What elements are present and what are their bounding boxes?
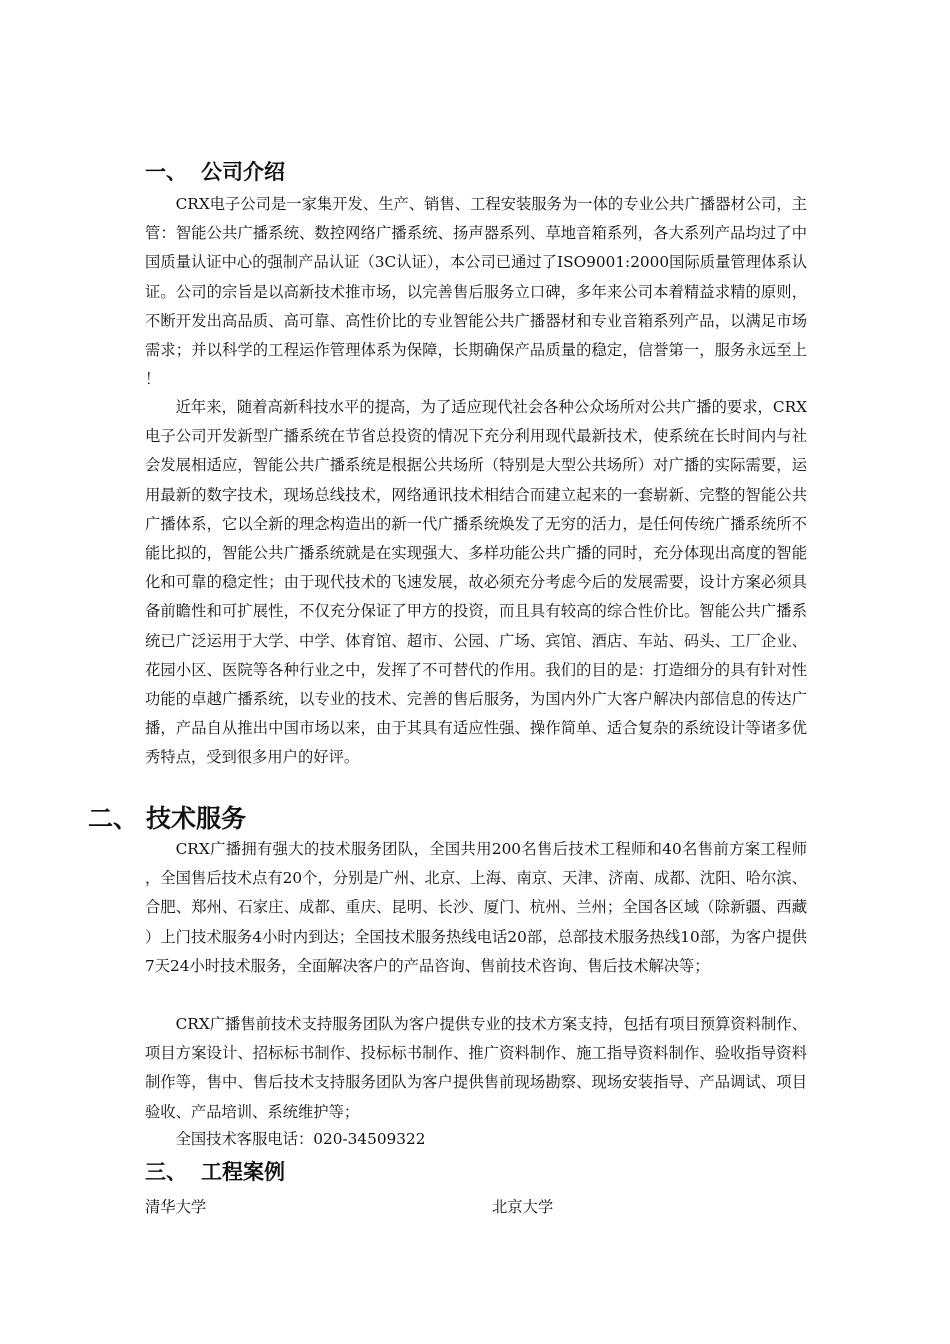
section-title: 公司介绍 — [201, 160, 285, 184]
paragraph-recent-development: 近年来，随着高新科技水平的提高，为了适应现代社会各种公众场所对公共广播的要求，CRX电子公司开发新型广播系统在节省总投资的情况下充分利用现代最新技术，使系统在长时间内与社会发展相适应，智能公共广播系统是根据公共场所（特别是大型公共场所）对广播的实际需要，运用最新的数字技术，现场总线技术，网络通讯技术相结合而建立起来的一套崭新、完整的智能公共广播体系，它以全新的理念构造出的新一代广播系统焕发了无穷的活力，是任何传统广播系统所不能比拟的，智能公共广播系统就是在实现强大、多样功能公共广播的同时，充分体现出高度的智能化和可靠的稳定性；由于现代技术的飞速发展，故必须充分考虑今后的发展需要，设计方案必须具备前瞻性和可扩展性，不仅充分保证了甲方的投资，而且具有较高的综合性价比。智能公共广播系统已广泛运用于大学、中学、体育馆、超市、公园、广场、宾馆、酒店、车站、码头、工厂企业、花园小区、医院等各种行业之中，发挥了不可替代的作用。我们的目的是：打造细分的具有针对性功能的卓越广播系统，以专业的技术、完善的售后服务，为国内外广大客户解决内部信息的传达广播，产品自从推出中国市场以来，由于其具有适应性强、操作简单、适合复杂的系统设计等诸多优秀特点，受到很多用户的好评。 — [145, 398, 807, 767]
service-hotline: 全国技术客服电话：020-34509322 — [175, 1130, 426, 1148]
paragraph-presales-support: CRX广播售前技术支持服务团队为客户提供专业的技术方案支持，包括有项目预算资料制作、项目方案设计、招标标书制作、投标标书制作、推广资料制作、施工指导资料制作、验收指导资料制作等，售中、售后技术支持服务团队为客户提供售前现场勘察、现场安装指导、产品调试、项目验收、产品培训、系统维护等； — [145, 1015, 807, 1121]
case-item: 清华大学 — [145, 1198, 207, 1216]
section-title: 工程案例 — [201, 1160, 285, 1184]
paragraph-company-overview: CRX电子公司是一家集开发、生产、销售、工程安装服务为一体的专业公共广播器材公司，主管：智能公共广播系统、数控网络广播系统、扬声器系列、草地音箱系列，各大系列产品均过了中国质量认证中心的强制产品认证（3C认证），本公司已通过了ISO9001:2000国际质量管理体系认证。公司的宗旨是以高新技术推市场，以完善售后服务立口碑，多年来公司本着精益求精的原则，不断开发出高品质、高可靠、高性价比的专业智能公共广播器材和专业音箱系列产品，以满足市场需求；并以科学的工程运作管理体系为保障，长期确保产品质量的稳定，信誉第一，服务永远至上！ — [145, 195, 807, 389]
section-heading-company-intro — [145, 156, 285, 186]
case-item: 北京大学 — [492, 1198, 554, 1216]
section-heading-project-cases — [145, 1156, 285, 1186]
section-title: 技术服务 — [146, 804, 247, 833]
paragraph-service-team: CRX广播拥有强大的技术服务团队，全国共用200名售后技术工程师和40名售前方案工程师，全国售后技术点有20个，分别是广州、北京、上海、南京、天津、济南、成都、沈阳、哈尔滨、合肥、郑州、石家庄、成都、重庆、昆明、长沙、厦门、杭州、兰州；全国各区域（除新疆、西藏）上门技术服务4小时内到达；全国技术服务热线电话20部，总部技术服务热线10部，为客户提供7天24小时技术服务，全面解决客户的产品咨询、售前技术咨询、售后技术解决等； — [145, 840, 807, 975]
section-number: 二、 — [88, 804, 139, 833]
section-number: 三、 — [145, 1160, 187, 1184]
section-number: 一、 — [145, 160, 187, 184]
section-heading-tech-service — [88, 799, 246, 835]
